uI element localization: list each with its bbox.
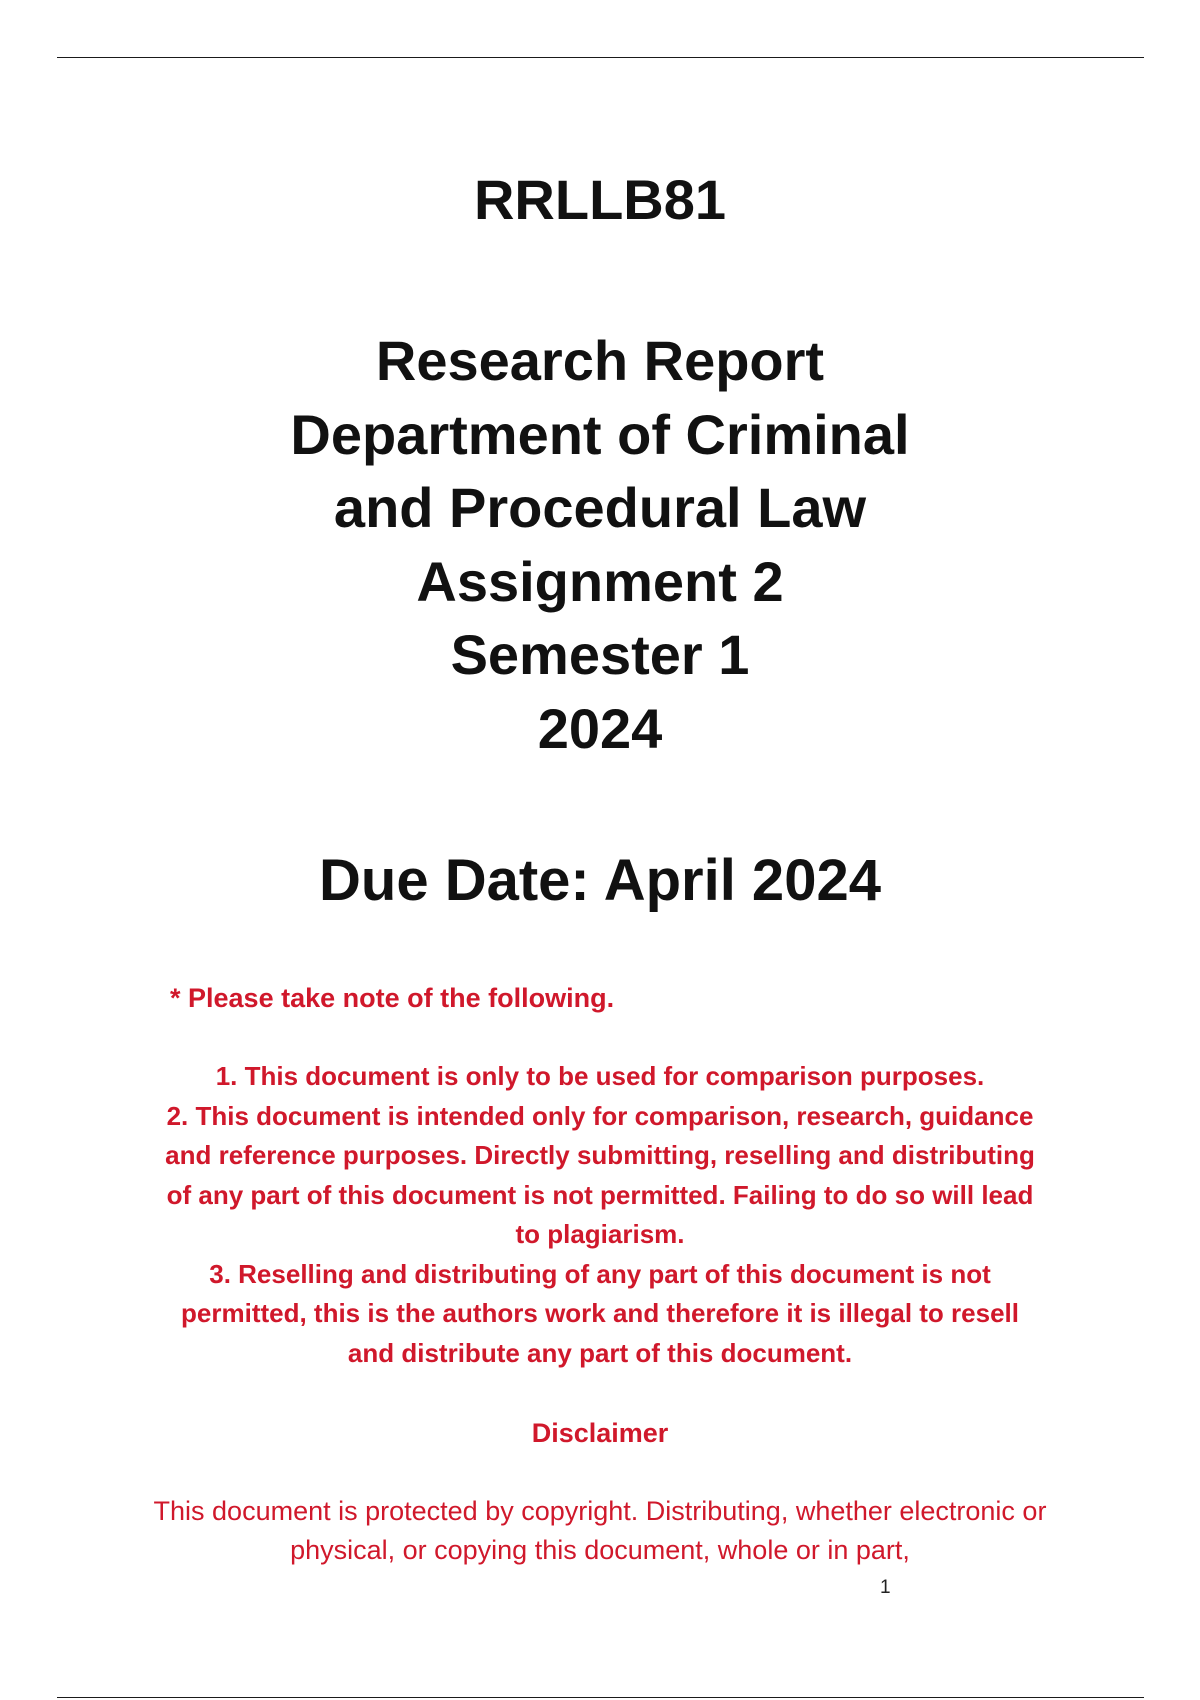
footer-rule	[57, 1697, 1144, 1698]
heading-line-department: Department of Criminal	[290, 402, 910, 466]
course-code: RRLLB81	[473, 168, 727, 231]
document-heading	[0, 324, 1200, 765]
heading-line-semester: Semester 1	[450, 623, 750, 686]
disclaimer-title: Disclaimer	[531, 1418, 669, 1448]
notice-intro: * Please take note of the following.	[170, 983, 615, 1013]
notice-list	[160, 1057, 1040, 1373]
heading-line-research-report: Research Report	[375, 329, 825, 392]
heading-line-assignment: Assignment 2	[416, 549, 784, 613]
page-number: 1	[880, 1577, 891, 1598]
disclaimer-body: This document is protected by copyright. Distributing, whether electronic or physical, or copying this document, whole or in part,	[153, 1496, 1047, 1565]
heading-line-procedural-law: and Procedural Law	[333, 476, 867, 539]
notice-item-reselling: 3. Reselling and distributing of any part of this document is not permitted, this is the authors work and therefore it is illegal to resell and distribute any part of this document.	[181, 1258, 1019, 1368]
notice-item-intended-use: 2. This document is intended only for comparison, research, guidance and reference purposes. Directly submitting, reselling and distributing of any part of this document is not permitted. Failing to do so will lead to plagiarism.	[165, 1100, 1035, 1249]
due-date: Due Date: April 2024	[319, 848, 881, 913]
heading-line-year: 2024	[537, 696, 663, 760]
notice-item-comparison: 1. This document is only to be used for comparison purposes.	[215, 1061, 985, 1091]
header-rule	[57, 57, 1144, 58]
